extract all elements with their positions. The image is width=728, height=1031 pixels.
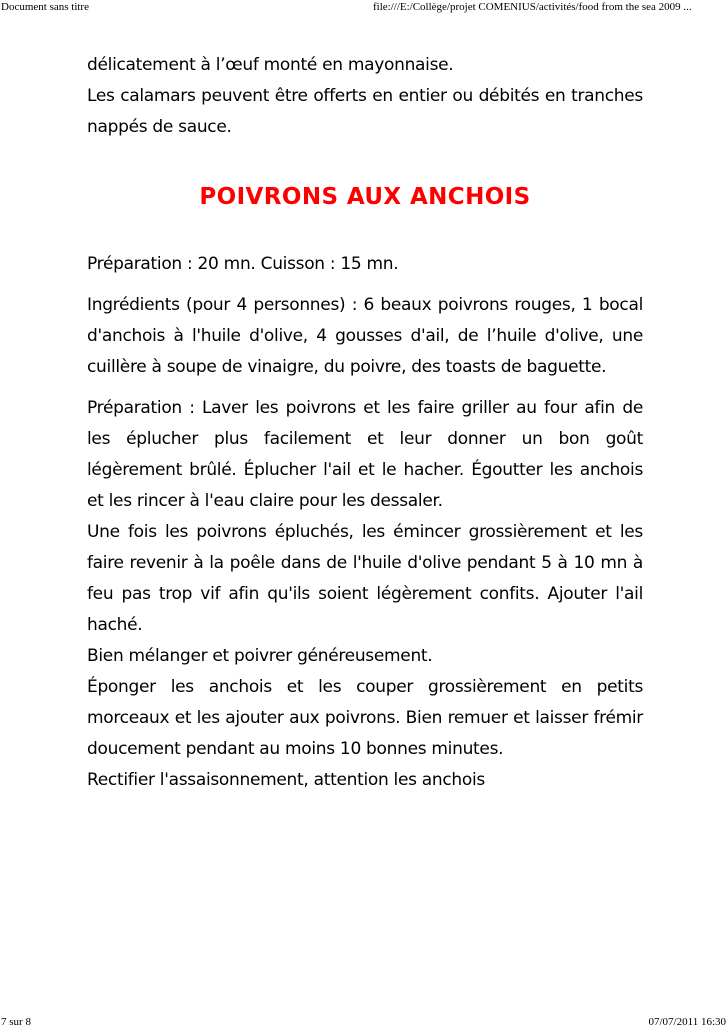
recipe-timing: Préparation : 20 mn. Cuisson : 15 mn.: [87, 254, 399, 274]
print-date: 07/07/2011 16:30: [648, 1016, 726, 1028]
print-header: [0, 0, 728, 14]
recipe-step: Une fois les poivrons épluchés, les émincer grossièrement et les faire revenir à la poêle dans de l'huile d'olive pendant 5 à 10 mn à feu pas trop vif afin qu'ils soient légèrement confits. Ajouter l'ail haché.: [87, 522, 643, 635]
recipe-title: POIVRONS AUX ANCHOIS: [199, 184, 531, 210]
intro-paragraph: Les calamars peuvent être offerts en entier ou débités en tranches nappés de sauce.: [87, 86, 643, 137]
document-url: file:///E:/Collège/projet COMENIUS/activités/food from the sea 2009 ...: [373, 1, 692, 13]
recipe-ingredients: Ingrédients (pour 4 personnes) : 6 beaux poivrons rouges, 1 bocal d'anchois à l'huile d'olive, 4 gousses d'ail, de l’huile d'olive, une cuillère à soupe de vinaigre, du poivre, des toasts de baguette.: [87, 295, 643, 377]
recipe-step: Bien mélanger et poivrer généreusement.: [87, 646, 433, 666]
recipe-step: Rectifier l'assaisonnement, attention les anchois: [87, 770, 485, 790]
document-title: Document sans titre: [1, 1, 89, 13]
intro-line: délicatement à l’œuf monté en mayonnaise.: [87, 55, 454, 75]
page-number: 7 sur 8: [1, 1016, 31, 1028]
recipe-step: Éponger les anchois et les couper grossièrement en petits morceaux et les ajouter aux poivrons. Bien remuer et laisser frémir doucement pendant au moins 10 bonnes minutes.: [87, 677, 643, 759]
recipe-step: Préparation : Laver les poivrons et les faire griller au four afin de les éplucher plus facilement et leur donner un bon goût légèrement brûlé. Éplucher l'ail et le hacher. Égoutter les anchois et les rincer à l'eau claire pour les dessaler.: [87, 398, 643, 511]
page-content: [87, 50, 643, 796]
print-footer: [0, 1015, 728, 1029]
